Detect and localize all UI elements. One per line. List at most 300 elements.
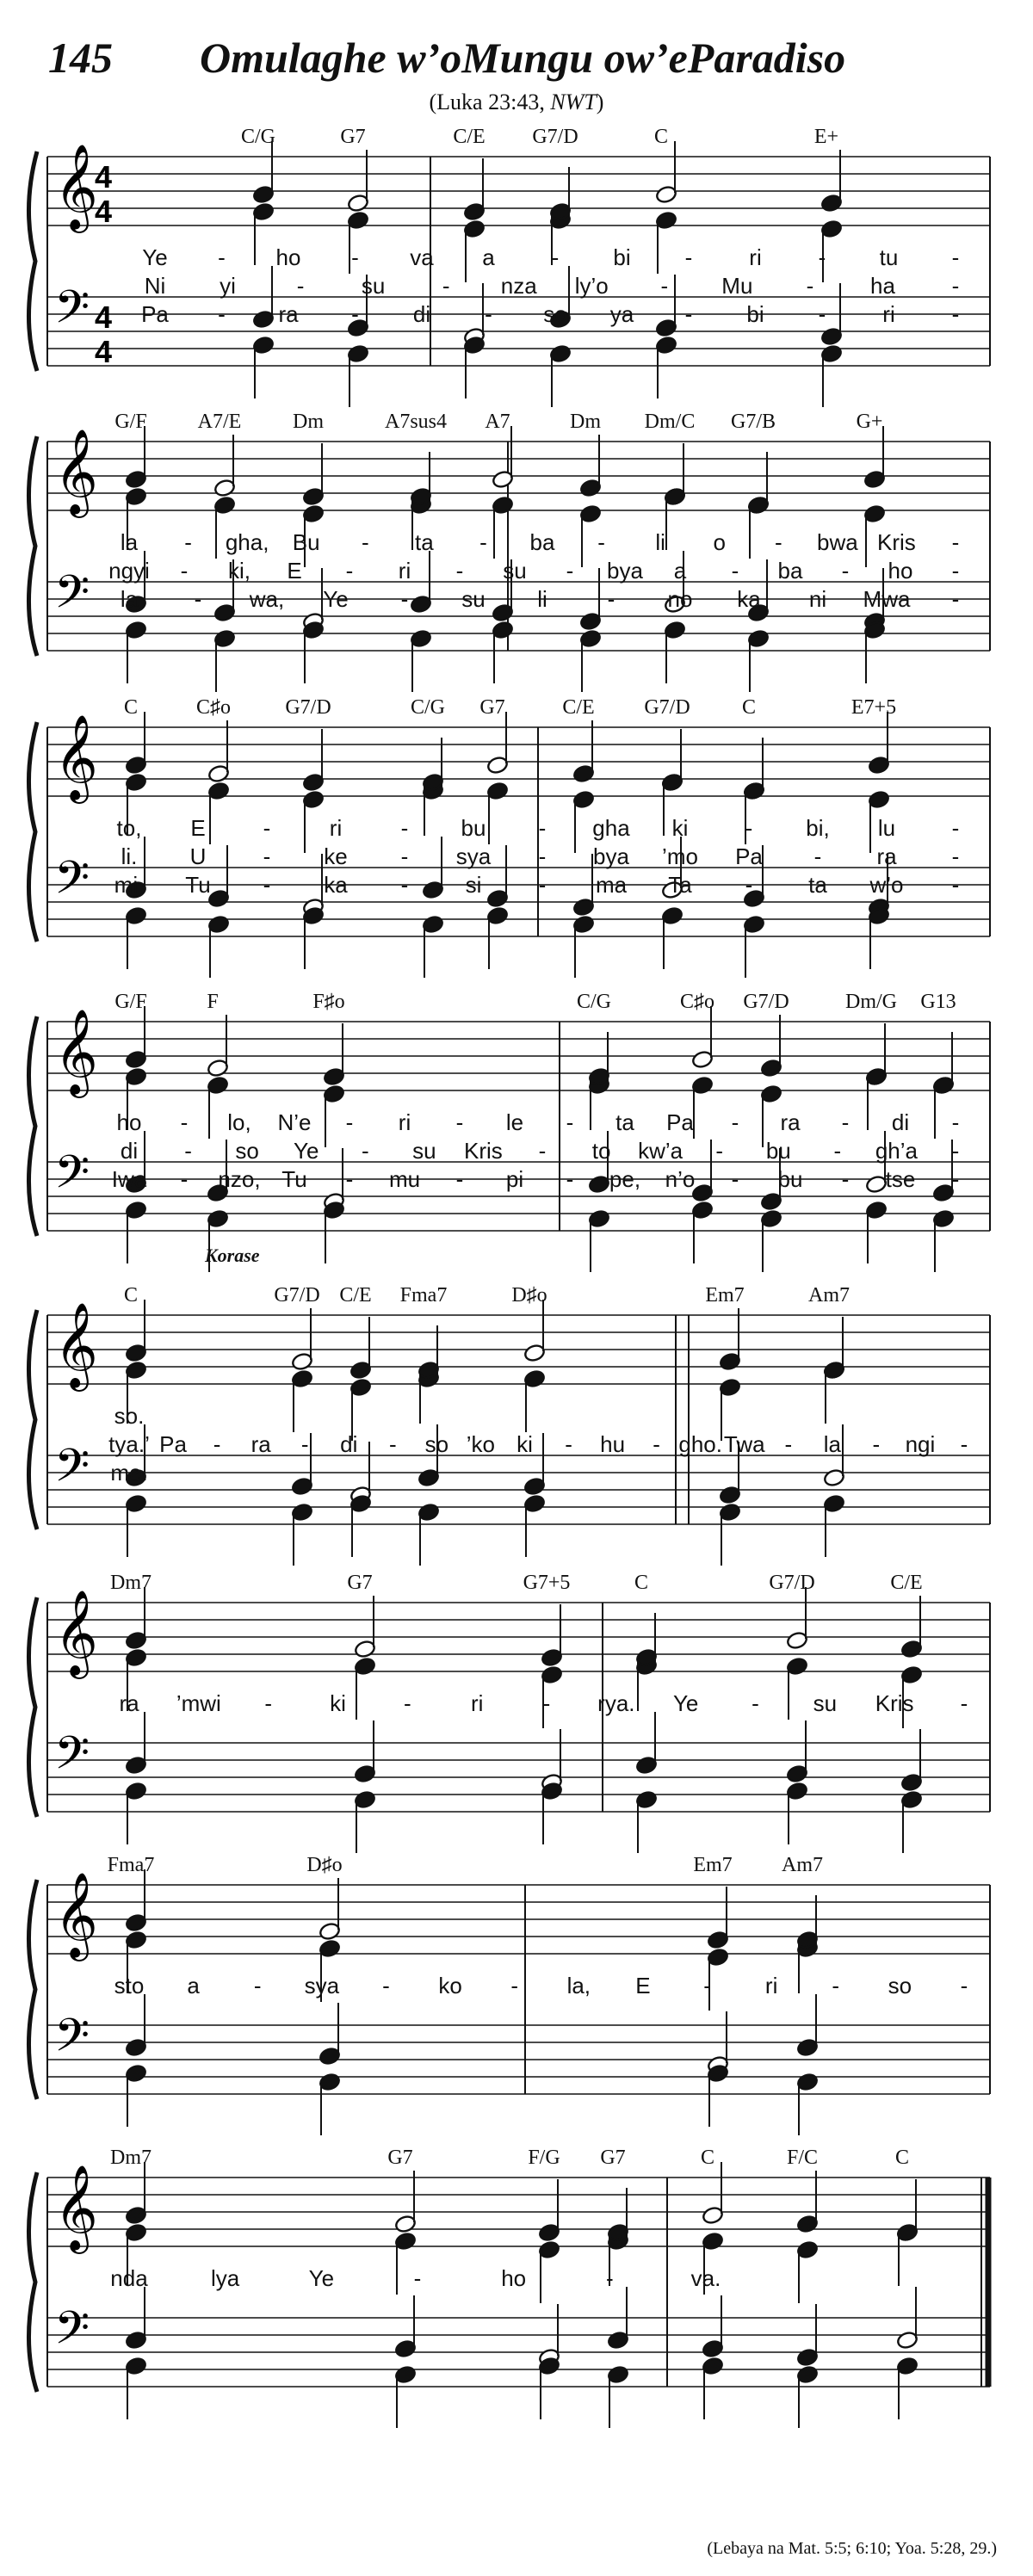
- lyric-syllable: Pa: [159, 1431, 187, 1457]
- note: [422, 915, 444, 978]
- note: [900, 1596, 923, 1659]
- note: [422, 773, 444, 836]
- lyric-syllable: -: [951, 586, 960, 612]
- note: [932, 1209, 955, 1272]
- bass-staff: [47, 1455, 990, 1524]
- note: [664, 621, 686, 683]
- system-brace: [28, 1310, 37, 1529]
- lyric-syllable: ra: [876, 843, 897, 869]
- lyric-syllable: sya: [455, 843, 492, 869]
- note: [820, 150, 843, 213]
- lyric-syllable: -: [684, 301, 693, 327]
- lyric-syllable: -: [960, 1973, 968, 1998]
- note: [354, 1720, 376, 1783]
- treble-clef-icon: 𝄞: [54, 1302, 98, 1388]
- note: [252, 141, 275, 204]
- lyric-syllable: -: [951, 815, 960, 841]
- lyric-syllable: su: [461, 586, 486, 612]
- system-brace: [28, 436, 37, 656]
- lyric-syllable: ri: [329, 815, 343, 841]
- score-system: [0, 1245, 1033, 1530]
- lyric-syllable: gho.: [678, 1431, 722, 1457]
- note: [896, 2357, 919, 2419]
- lyric-syllable: -: [442, 273, 450, 299]
- lyric-syllable: -: [841, 558, 850, 584]
- note: [691, 1006, 714, 1069]
- treble-staff: [47, 1603, 990, 1671]
- lyric-syllable: a: [482, 244, 495, 270]
- treble-staff: [47, 157, 990, 225]
- chord-symbol: G7: [479, 696, 505, 719]
- lyric-syllable: lo,: [227, 1109, 251, 1135]
- note: [394, 2295, 417, 2358]
- note: [796, 2240, 819, 2303]
- treble-clef-icon: 𝄞: [54, 714, 98, 800]
- note: [868, 906, 890, 969]
- chord-symbol: G7/D: [743, 991, 789, 1013]
- scripture-reference: (Luka 23:43, NWT): [429, 90, 604, 114]
- lyric-syllable: -: [455, 1109, 464, 1135]
- lyric-syllable: -: [660, 273, 669, 299]
- chord-symbol: G7/D: [769, 1572, 815, 1594]
- lyric-syllable: pi: [505, 1166, 524, 1192]
- lyric-syllable: Ni: [144, 273, 166, 299]
- lyric-syllable: gha: [592, 815, 630, 841]
- chord-symbol: C/E: [890, 1572, 923, 1594]
- lyric-syllable: Twa: [723, 1431, 765, 1457]
- lyric-syllable: kw’a: [638, 1138, 684, 1164]
- note: [588, 1209, 610, 1272]
- lyric-syllable: ho: [501, 2265, 527, 2291]
- note: [786, 1657, 808, 1720]
- note: [796, 2365, 819, 2428]
- lyric-syllable: -: [218, 244, 226, 270]
- lyric-syllable: ba: [777, 558, 803, 584]
- bass-staff: [47, 1743, 990, 1812]
- score-system: [0, 114, 1033, 372]
- treble-staff: [47, 1315, 990, 1384]
- lyric-syllable: so: [888, 1973, 912, 1998]
- chord-symbol: G/F: [114, 411, 147, 433]
- lyric-syllable: -: [263, 872, 271, 898]
- lyric-syllable: -: [403, 1690, 411, 1716]
- score-system: [0, 398, 1033, 657]
- note: [486, 906, 509, 969]
- note: [125, 906, 147, 969]
- lyric-syllable: ’ko: [466, 1431, 496, 1457]
- note: [747, 629, 770, 692]
- lyric-syllable: -: [715, 1138, 724, 1164]
- chord-symbol: G/F: [114, 991, 147, 1013]
- lyric-syllable: -: [960, 1431, 968, 1457]
- lyric-syllable: -: [382, 1973, 390, 1998]
- note: [865, 1201, 888, 1263]
- lyric-syllable: ko: [438, 1973, 462, 1998]
- lyric-syllable: -: [951, 843, 960, 869]
- lyric-syllable: -: [607, 586, 615, 612]
- lyric-syllable: -: [951, 244, 960, 270]
- lyric-syllable: Bu: [292, 529, 320, 555]
- lyric-syllable: -: [818, 301, 826, 327]
- note: [207, 845, 230, 908]
- note: [655, 336, 677, 398]
- note: [347, 344, 369, 407]
- note: [463, 336, 486, 398]
- note: [319, 2003, 341, 2066]
- lyric-syllable: -: [806, 273, 814, 299]
- lyric-syllable: -: [361, 529, 369, 555]
- chord-symbol: C♯o: [679, 991, 715, 1013]
- lyric-syllable: o: [713, 529, 726, 555]
- chord-symbol: Fma7: [107, 1854, 155, 1876]
- treble-clef-icon: 𝄞: [54, 429, 98, 515]
- treble-clef-icon: 𝄞: [54, 144, 98, 230]
- note: [541, 1604, 563, 1667]
- lyric-syllable: lya: [211, 2265, 240, 2291]
- lyric-syllable: -: [653, 1431, 660, 1457]
- lyric-syllable: ri: [398, 558, 411, 584]
- lyric-syllable: su: [813, 1690, 838, 1716]
- lyric-syllable: tu: [879, 244, 899, 270]
- lyric-syllable: N’e: [277, 1109, 312, 1135]
- note: [572, 915, 595, 978]
- lyric-syllable: -: [351, 301, 359, 327]
- note: [354, 1596, 376, 1659]
- lyric-syllable: bu: [777, 1166, 803, 1192]
- lyric-syllable: bu: [765, 1138, 791, 1164]
- lyric-syllable: li: [655, 529, 665, 555]
- lyric-syllable: -: [180, 1109, 189, 1135]
- chord-symbol: G7/D: [274, 1284, 320, 1307]
- chord-symbol: C/G: [576, 991, 612, 1013]
- lyric-syllable: ngyi: [108, 558, 150, 584]
- lyric-syllable: so: [424, 1431, 449, 1457]
- lyric-syllable: -: [951, 1109, 960, 1135]
- lyric-syllable: li: [537, 586, 547, 612]
- note: [702, 2357, 724, 2419]
- lyric-syllable: -: [400, 872, 409, 898]
- lyric-syllable: yi: [220, 273, 236, 299]
- bass-clef-icon: 𝄢: [54, 2302, 90, 2366]
- lyric-syllable: Mwa: [863, 586, 911, 612]
- chord-symbol: Dm7: [110, 2147, 152, 2169]
- lyric-syllable: ba: [529, 529, 555, 555]
- lyric-syllable: -: [485, 301, 492, 327]
- lyric-syllable: -: [213, 1431, 221, 1457]
- lyric-syllable: -: [841, 1109, 850, 1135]
- hymn-title: Omulaghe w’oMungu ow’eParadiso: [200, 34, 846, 82]
- lyric-syllable: -: [345, 1109, 354, 1135]
- note: [719, 1503, 741, 1566]
- lyric-syllable: di: [891, 1109, 910, 1135]
- lyric-syllable: -: [703, 1973, 711, 1998]
- lyric-syllable: -: [566, 558, 574, 584]
- chord-symbol: F/C: [786, 2147, 819, 2169]
- lyric-syllable: la: [120, 586, 139, 612]
- note: [410, 629, 432, 692]
- chord-symbol: C♯o: [195, 696, 232, 719]
- bass-clef-icon: 𝄢: [54, 1146, 90, 1210]
- lyric-syllable: -: [253, 1973, 262, 1998]
- note: [302, 443, 325, 506]
- lyric-syllable: -: [400, 586, 409, 612]
- lyric-syllable: nda: [110, 2265, 148, 2291]
- note: [125, 2162, 147, 2225]
- lyric-syllable: di: [120, 1138, 139, 1164]
- lyric-syllable: -: [194, 586, 202, 612]
- lyric-syllable: -: [510, 1973, 519, 1998]
- note: [868, 712, 890, 775]
- lyric-syllable: bwa: [817, 529, 858, 555]
- note: [125, 1587, 147, 1650]
- note: [863, 426, 886, 489]
- score-system: [0, 684, 1033, 942]
- lyric-syllable: Tu: [185, 872, 211, 898]
- lyric-syllable: su: [503, 558, 527, 584]
- lyric-syllable: -: [538, 872, 547, 898]
- note: [125, 1006, 147, 1069]
- lyric-syllable: ri: [882, 301, 895, 327]
- lyric-syllable: ki,: [228, 558, 251, 584]
- note: [635, 1648, 658, 1711]
- lyric-syllable: -: [184, 1138, 192, 1164]
- note: [125, 1300, 147, 1362]
- lyric-syllable: va: [410, 244, 434, 270]
- lyric-syllable: -: [264, 1690, 273, 1716]
- lyric-syllable: -: [345, 558, 354, 584]
- lyric-syllable: ’mwi: [176, 1690, 221, 1716]
- score-system: [0, 979, 1033, 1237]
- note: [691, 1201, 714, 1263]
- lyric-syllable: -: [180, 1166, 189, 1192]
- svg-text:4: 4: [94, 194, 113, 229]
- chord-symbol: C: [741, 696, 757, 719]
- note: [302, 729, 325, 792]
- note: [691, 1076, 714, 1139]
- hymn-number: 145: [48, 34, 113, 82]
- chord-symbol: C: [634, 1572, 649, 1594]
- bass-clef-icon: 𝄢: [54, 2010, 90, 2073]
- lyric-syllable: a: [673, 558, 687, 584]
- chord-symbol: G7: [600, 2147, 626, 2169]
- lyric-syllable: bya: [593, 843, 629, 869]
- lyric-syllable: -: [413, 2265, 422, 2291]
- lyric-syllable: ta: [808, 872, 827, 898]
- note: [579, 629, 602, 692]
- lyric-syllable: U: [189, 843, 207, 869]
- chord-symbol: G7: [340, 126, 366, 148]
- lyric-syllable: bya: [607, 558, 643, 584]
- lyric-syllable: ’mo: [662, 843, 698, 869]
- note: [125, 426, 147, 489]
- note: [549, 344, 572, 407]
- lyric-syllable: -: [263, 843, 271, 869]
- bass-staff: [47, 582, 990, 651]
- lyric-syllable: sto: [114, 1973, 145, 1998]
- lyric-syllable: -: [361, 1138, 369, 1164]
- lyric-syllable: -: [400, 843, 409, 869]
- lyric-syllable: Pa: [666, 1109, 694, 1135]
- treble-clef-icon: 𝄞: [54, 1590, 98, 1676]
- lyric-syllable: su: [361, 273, 386, 299]
- chord-symbol: Dm/G: [845, 991, 897, 1013]
- note: [896, 2223, 919, 2286]
- note: [707, 1887, 729, 1949]
- note: [302, 790, 325, 853]
- note: [302, 906, 325, 969]
- lyric-syllable: -: [960, 1690, 968, 1716]
- lyric-syllable: to: [591, 1138, 611, 1164]
- lyric-syllable: -: [538, 1138, 547, 1164]
- system-brace: [28, 1880, 37, 2099]
- chord-symbol: Em7: [705, 1284, 745, 1307]
- bass-clef-icon: 𝄢: [54, 1440, 90, 1504]
- chord-symbol: C: [700, 2147, 715, 2169]
- lyric-syllable: si: [465, 872, 482, 898]
- lyric-syllable: E: [190, 815, 206, 841]
- note: [655, 211, 677, 274]
- chord-symbol: G+: [856, 411, 883, 433]
- lyric-syllable: -: [813, 843, 822, 869]
- note: [796, 1930, 819, 1993]
- note: [418, 1503, 440, 1566]
- chord-symbol: C: [653, 126, 669, 148]
- chorus-label: Korase: [205, 1245, 260, 1266]
- note: [523, 1494, 546, 1557]
- note: [347, 150, 369, 213]
- lyric-syllable: gha,: [225, 529, 269, 555]
- note: [125, 1494, 147, 1557]
- lyric-syllable: ta: [415, 529, 434, 555]
- note: [796, 2073, 819, 2135]
- lyric-syllable: ma: [595, 872, 628, 898]
- lyric-syllable: -: [745, 815, 753, 841]
- chord-symbol: F/G: [528, 2147, 560, 2169]
- treble-staff: [47, 727, 990, 796]
- note: [323, 1201, 345, 1263]
- note: [743, 915, 765, 978]
- lyric-syllable: ha: [869, 273, 895, 299]
- chord-symbol: F♯o: [312, 991, 345, 1013]
- lyric-syllable: n’o: [665, 1166, 696, 1192]
- lyric-syllable: bu: [461, 815, 486, 841]
- note: [213, 629, 236, 692]
- chord-symbol: Dm/C: [644, 411, 696, 433]
- lyric-syllable: li.: [121, 843, 138, 869]
- lyric-syllable: -: [951, 529, 960, 555]
- chord-symbol: Em7: [693, 1854, 733, 1876]
- note: [702, 2295, 724, 2358]
- system-brace: [28, 1597, 37, 1817]
- lyric-syllable: ri: [764, 1973, 778, 1998]
- lyric-syllable: bi,: [806, 815, 830, 841]
- lyric-syllable: ngi: [905, 1431, 936, 1457]
- chord-symbol: D♯o: [511, 1284, 547, 1307]
- note: [125, 621, 147, 683]
- note: [492, 496, 514, 559]
- treble-staff: [47, 442, 990, 510]
- lyric-syllable: -: [184, 529, 192, 555]
- lyric-syllable: ho: [888, 558, 913, 584]
- lyric-syllable: bi: [746, 301, 764, 327]
- lyric-syllable: rya.: [597, 1690, 635, 1716]
- note: [541, 1782, 563, 1844]
- lyric-syllable: tse: [885, 1166, 916, 1192]
- lyric-syllable: mi.: [114, 872, 145, 898]
- lyric-syllable: -: [388, 1431, 397, 1457]
- bass-time-signature: [95, 300, 112, 369]
- lyric-syllable: -: [684, 244, 693, 270]
- lyric-syllable: ra: [780, 1109, 801, 1135]
- lyric-syllable: -: [752, 1690, 759, 1716]
- lyric-syllable: Ta: [668, 872, 692, 898]
- bass-clef-icon: 𝄢: [54, 852, 90, 916]
- note: [486, 712, 509, 775]
- note: [125, 1869, 147, 1932]
- note: [252, 202, 275, 265]
- lyric-syllable: -: [605, 2265, 614, 2291]
- lyric-syllable: su: [412, 1138, 436, 1164]
- chord-symbol: C: [894, 2147, 910, 2169]
- lyric-syllable: -: [565, 1431, 572, 1457]
- chord-symbol: Am7: [808, 1284, 850, 1307]
- note: [607, 2365, 629, 2428]
- lyric-syllable: Pa: [735, 843, 763, 869]
- bass-clef-icon: 𝄢: [54, 1727, 90, 1791]
- lyric-syllable: E: [635, 1973, 651, 1998]
- lyric-syllable: so: [235, 1138, 259, 1164]
- svg-text:4: 4: [94, 300, 113, 335]
- chord-symbol: G7: [347, 1572, 373, 1594]
- lyric-syllable: sya: [304, 1973, 340, 1998]
- lyric-syllable: la: [823, 1431, 841, 1457]
- lyric-syllable: di: [412, 301, 431, 327]
- note: [786, 1782, 808, 1844]
- lyric-syllable: Pa: [141, 301, 169, 327]
- system-brace: [28, 1016, 37, 1236]
- note: [865, 1067, 888, 1130]
- note: [291, 1503, 313, 1566]
- lyric-syllable: -: [345, 1166, 354, 1192]
- chord-symbol: G7/D: [285, 696, 331, 719]
- lyric-syllable: -: [566, 1166, 574, 1192]
- note: [707, 2064, 729, 2127]
- lyric-syllable: Ye: [672, 1690, 699, 1716]
- lyric-syllable: -: [872, 1431, 881, 1457]
- chord-symbol: A7sus4: [384, 411, 448, 433]
- lyric-syllable: to,: [116, 815, 142, 841]
- lyric-syllable: -: [542, 1690, 551, 1716]
- chord-symbol: G7/D: [532, 126, 578, 148]
- lyric-syllable: la,: [566, 1973, 591, 1998]
- lyric-syllable: ho: [275, 244, 301, 270]
- chord-symbol: E7+5: [851, 696, 897, 719]
- note: [664, 487, 686, 550]
- lyric-syllable: ki: [330, 1690, 346, 1716]
- lyric-syllable: Kris: [875, 1690, 914, 1716]
- bass-clef-icon: 𝄢: [54, 281, 90, 345]
- lyric-syllable: w’o: [869, 872, 904, 898]
- lyric-syllable: ho: [116, 1109, 142, 1135]
- chord-symbol: Dm: [293, 411, 324, 433]
- lyric-syllable: -: [597, 529, 605, 555]
- chord-symbol: G7: [387, 2147, 413, 2169]
- chord-symbol: G13: [920, 991, 956, 1013]
- system-brace: [28, 151, 37, 371]
- bass-staff: [47, 2318, 990, 2387]
- lyric-syllable: -: [832, 1973, 840, 1998]
- lyric-syllable: -: [833, 1138, 842, 1164]
